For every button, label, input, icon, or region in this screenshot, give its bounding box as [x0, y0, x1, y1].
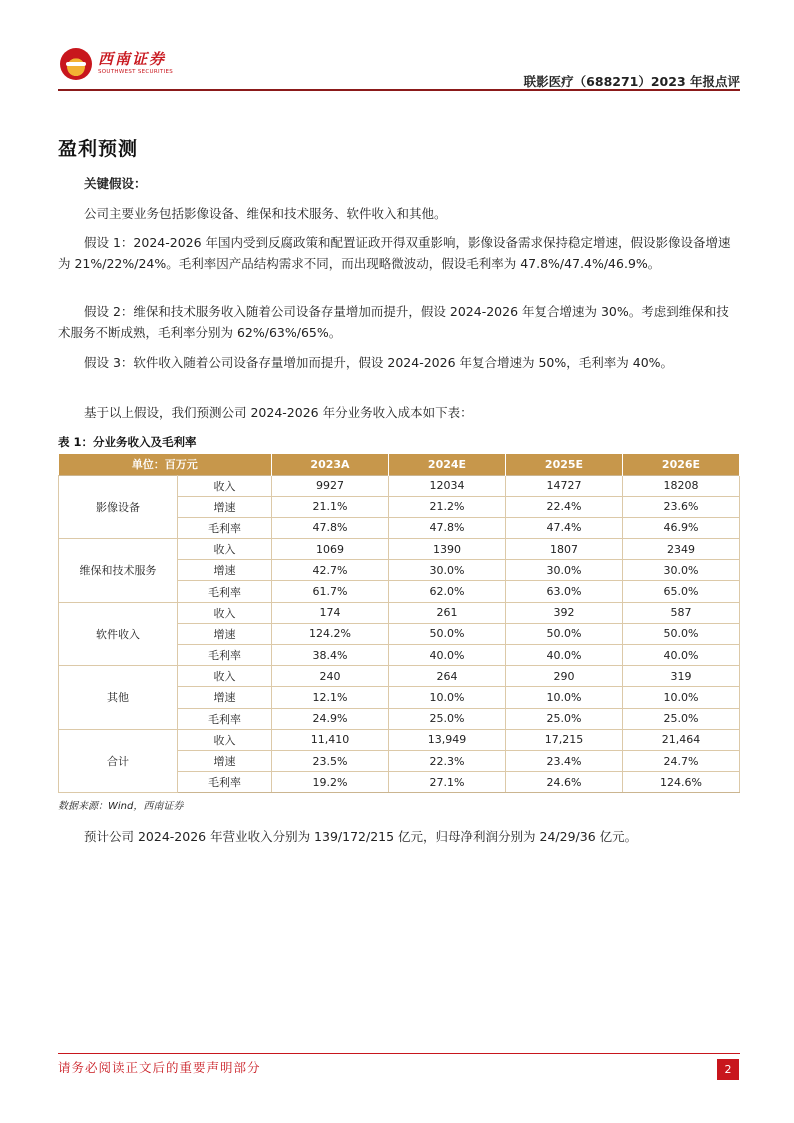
forecast-paragraph: 预计公司 2024-2026 年营业收入分别为 139/172/215 亿元，归母净利润分别为 24/29/36 亿元。 — [84, 829, 638, 844]
logo-emblem-icon — [60, 48, 92, 80]
value-cell: 23.5% — [272, 750, 389, 771]
report-title: 联影医疗（688271）2023 年报点评 — [523, 74, 740, 89]
value-cell: 1390 — [389, 539, 506, 560]
value-cell: 38.4% — [272, 645, 389, 666]
metric-label-cell: 收入 — [178, 539, 272, 560]
value-cell: 63.0% — [506, 581, 623, 602]
segment-revenue-table — [58, 454, 740, 793]
year-header: 2025E — [506, 454, 623, 475]
table-source: 数据来源：Wind，西南证券 — [58, 801, 184, 812]
value-cell: 62.0% — [389, 581, 506, 602]
value-cell: 10.0% — [389, 687, 506, 708]
value-cell: 264 — [389, 666, 506, 687]
metric-label-cell: 增速 — [178, 560, 272, 581]
table-caption: 表 1：分业务收入及毛利率 — [58, 435, 197, 449]
value-cell: 10.0% — [623, 687, 740, 708]
assumption-1-paragraph: 假设 1：2024-2026 年国内受到反腐政策和配置证政开得双重影响，影像设备需求保持稳定增速，假设影像设备增速为 21%/22%/24%。毛利率因产品结构需求不同，而出现略微波动，假设毛利率为 47.8%/47.4%/46.9%。 — [58, 235, 731, 271]
value-cell: 47.4% — [506, 517, 623, 538]
value-cell: 40.0% — [389, 645, 506, 666]
key-assumptions-label: 关键假设： — [84, 176, 147, 191]
value-cell: 50.0% — [623, 623, 740, 644]
assumption-3-paragraph: 假设 3：软件收入随着公司设备存量增加而提升，假设 2024-2026 年复合增速为 50%，毛利率为 40%。 — [84, 355, 674, 370]
footer-disclaimer: 请务必阅读正文后的重要声明部分 — [58, 1060, 261, 1075]
metric-label-cell: 收入 — [178, 602, 272, 623]
table-row — [59, 666, 740, 687]
metric-label-cell: 收入 — [178, 475, 272, 496]
value-cell: 47.8% — [272, 517, 389, 538]
value-cell: 174 — [272, 602, 389, 623]
value-cell: 18208 — [623, 475, 740, 496]
value-cell: 47.8% — [389, 517, 506, 538]
table-lead-paragraph: 基于以上假设，我们预测公司 2024-2026 年分业务收入成本如下表： — [84, 405, 473, 420]
intro-paragraph: 公司主要业务包括影像设备、维保和技术服务、软件收入和其他。 — [84, 206, 447, 221]
value-cell: 14727 — [506, 475, 623, 496]
metric-label-cell: 毛利率 — [178, 708, 272, 729]
value-cell: 25.0% — [506, 708, 623, 729]
metric-label-cell: 毛利率 — [178, 772, 272, 793]
table-row — [59, 729, 740, 750]
segment-name-cell: 其他 — [59, 666, 178, 730]
value-cell: 24.7% — [623, 750, 740, 771]
company-logo — [58, 46, 178, 86]
value-cell: 25.0% — [389, 708, 506, 729]
value-cell: 22.4% — [506, 496, 623, 517]
segment-name-cell: 合计 — [59, 729, 178, 793]
value-cell: 50.0% — [389, 623, 506, 644]
logo-english-name: SOUTHWEST SECURITIES — [98, 69, 174, 75]
value-cell: 12034 — [389, 475, 506, 496]
metric-label-cell: 收入 — [178, 729, 272, 750]
value-cell: 21,464 — [623, 729, 740, 750]
value-cell: 10.0% — [506, 687, 623, 708]
logo-chinese-name: 西南证券 — [98, 50, 167, 68]
unit-header: 单位：百万元 — [59, 454, 272, 475]
assumption-2-paragraph: 假设 2：维保和技术服务收入随着公司设备存量增加而提升，假设 2024-2026 年复合增速为 30%。考虑到维保和技术服务不断成熟，毛利率分别为 62%/63%/65%。 — [58, 304, 729, 340]
value-cell: 587 — [623, 602, 740, 623]
value-cell: 124.6% — [623, 772, 740, 793]
table-header-row — [59, 454, 740, 475]
segment-name-cell: 软件收入 — [59, 602, 178, 666]
value-cell: 30.0% — [506, 560, 623, 581]
year-header: 2023A — [272, 454, 389, 475]
value-cell: 23.4% — [506, 750, 623, 771]
value-cell: 1807 — [506, 539, 623, 560]
year-header: 2026E — [623, 454, 740, 475]
value-cell: 261 — [389, 602, 506, 623]
value-cell: 2349 — [623, 539, 740, 560]
header-divider — [58, 89, 740, 91]
value-cell: 17,215 — [506, 729, 623, 750]
value-cell: 124.2% — [272, 623, 389, 644]
value-cell: 25.0% — [623, 708, 740, 729]
metric-label-cell: 增速 — [178, 623, 272, 644]
footer-divider — [58, 1053, 740, 1054]
value-cell: 27.1% — [389, 772, 506, 793]
table-row — [59, 539, 740, 560]
segment-name-cell: 维保和技术服务 — [59, 539, 178, 603]
value-cell: 22.3% — [389, 750, 506, 771]
value-cell: 30.0% — [623, 560, 740, 581]
value-cell: 1069 — [272, 539, 389, 560]
year-header: 2024E — [389, 454, 506, 475]
value-cell: 40.0% — [623, 645, 740, 666]
metric-label-cell: 增速 — [178, 687, 272, 708]
value-cell: 319 — [623, 666, 740, 687]
value-cell: 392 — [506, 602, 623, 623]
value-cell: 30.0% — [389, 560, 506, 581]
metric-label-cell: 增速 — [178, 750, 272, 771]
table-row — [59, 602, 740, 623]
value-cell: 61.7% — [272, 581, 389, 602]
segment-name-cell: 影像设备 — [59, 475, 178, 539]
value-cell: 24.6% — [506, 772, 623, 793]
metric-label-cell: 增速 — [178, 496, 272, 517]
value-cell: 290 — [506, 666, 623, 687]
value-cell: 50.0% — [506, 623, 623, 644]
section-title: 盈利预测 — [58, 138, 139, 160]
value-cell: 65.0% — [623, 581, 740, 602]
page-number: 2 — [717, 1059, 739, 1080]
value-cell: 12.1% — [272, 687, 389, 708]
value-cell: 23.6% — [623, 496, 740, 517]
metric-label-cell: 毛利率 — [178, 517, 272, 538]
value-cell: 21.2% — [389, 496, 506, 517]
value-cell: 9927 — [272, 475, 389, 496]
value-cell: 42.7% — [272, 560, 389, 581]
value-cell: 19.2% — [272, 772, 389, 793]
table-row — [59, 475, 740, 496]
value-cell: 24.9% — [272, 708, 389, 729]
value-cell: 40.0% — [506, 645, 623, 666]
value-cell: 46.9% — [623, 517, 740, 538]
metric-label-cell: 毛利率 — [178, 645, 272, 666]
metric-label-cell: 毛利率 — [178, 581, 272, 602]
metric-label-cell: 收入 — [178, 666, 272, 687]
value-cell: 240 — [272, 666, 389, 687]
value-cell: 21.1% — [272, 496, 389, 517]
page-header — [58, 46, 740, 92]
value-cell: 13,949 — [389, 729, 506, 750]
value-cell: 11,410 — [272, 729, 389, 750]
